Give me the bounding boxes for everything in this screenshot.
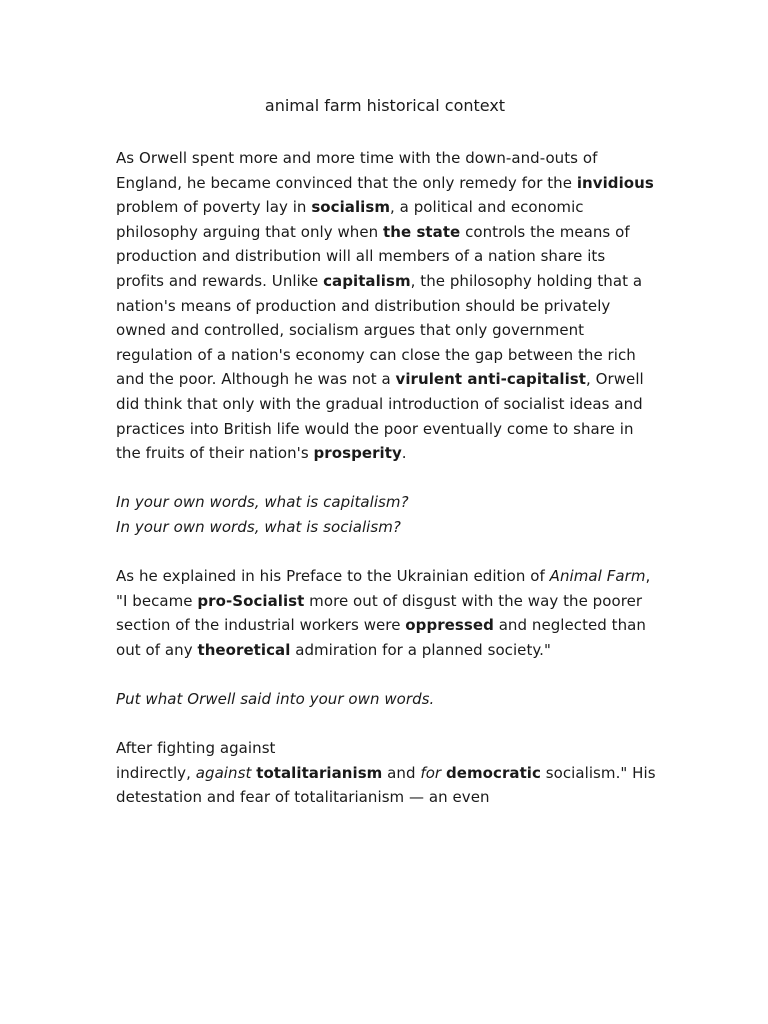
term-democratic: democratic [445,763,541,782]
paragraph-orwell-socialism [116,146,656,466]
question-capitalism: In your own words, what is capitalism? [116,493,409,512]
paragraph-fascism [116,736,656,810]
emphasis-against: against [195,763,252,782]
text-run: As Orwell spent more and more time with the down-and-outs of England, he became convinced that the only remedy for the [116,149,598,192]
term-oppressed: oppressed [405,616,494,635]
term-prosperity: prosperity [313,444,402,463]
questions-block-1 [116,490,656,539]
term-capitalism: capitalism [323,271,411,290]
question-socialism: In your own words, what is socialism? [116,517,401,536]
text-run: , the philosophy holding that a nation's means of production and distribution should be privately owned and controlled, socialism argues that only government regulation of a nation's economy can close the gap between the rich and the poor. Although he was not a [116,271,643,389]
document-title: animal farm historical context [264,96,506,115]
text-run: After fighting against [116,739,276,758]
text-run: admiration for a planned society." [290,640,551,659]
text-run: problem of poverty lay in [116,198,312,217]
text-run: and [382,763,421,782]
text-run: more out of disgust with the way the poorer section of the industrial workers were [116,591,643,635]
text-run: , "I became [116,567,651,610]
text-run: indirectly, [116,763,196,782]
term-virulent-anti-capitalist: virulent anti-capitalist [395,370,587,389]
term-invidious: invidious [576,173,654,192]
book-title-animal-farm: Animal Farm [549,567,646,586]
term-pro-socialist: pro-Socialist [197,591,305,610]
emphasis-for: for [420,763,442,782]
text-run: and neglected than out of any [116,616,646,659]
text-run: As he explained in his Preface to the Ukrainian edition of [116,567,550,586]
question-own-words: Put what Orwell said into your own words. [116,690,435,709]
term-theoretical: theoretical [197,640,291,659]
text-run: , Orwell did think that only with the gradual introduction of socialist ideas and practices into British life would the poor eventually come to share in the fruits of their nation's [116,370,644,463]
text-run: , a political and economic philosophy arguing that only when [116,198,584,241]
text-run: controls the means of production and distribution will all members of a nation share its profits and rewards. Unlike [116,222,630,290]
document-page [116,94,656,835]
paragraph-preface-quote [116,564,656,662]
text-run: socialism." His detestation and fear of totalitarianism — an even [116,763,656,807]
text-run: . [401,444,407,463]
term-socialism: socialism [311,198,390,217]
term-totalitarianism: totalitarianism [256,763,383,782]
term-the-state: the state [383,222,461,241]
questions-block-2 [116,687,656,712]
